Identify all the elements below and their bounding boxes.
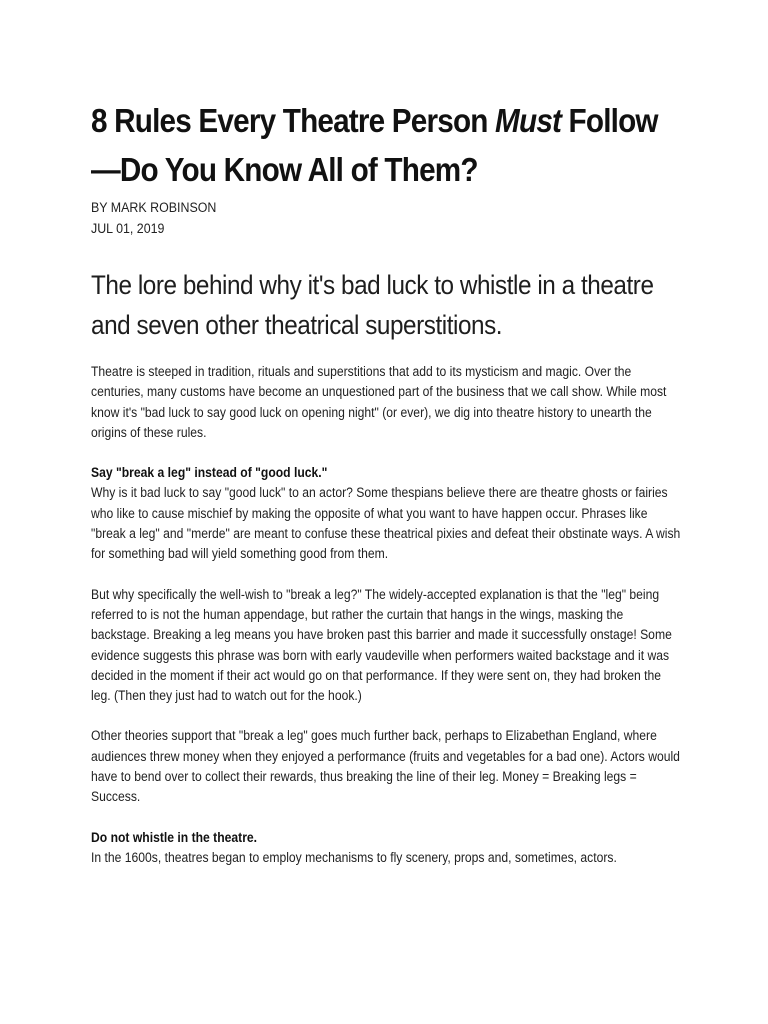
section-no-whistling [91, 828, 681, 869]
section-heading: Do not whistle in the theatre. [91, 829, 258, 845]
article-meta [91, 197, 661, 239]
section-paragraph: Other theories support that "break a leg" goes much further back, perhaps to Elizabethan England, where audiences threw money when they enjoyed a performance (fruits and vegetables for a bad one). Actors would have to bend over to collect their rewards, thus breaking the line of their leg. Money = Breaking legs = Success. [91, 728, 680, 805]
section-paragraph: Why is it bad luck to say "good luck" to an actor? Some thespians believe there are theatre ghosts or fairies who like to cause mischief by making the opposite of what you want to have happen occur. Phrases like "break a leg" and "merde" are meant to confuse these theatrical pixies and defeat their obstinate ways. A wish for something bad will yield something good from them. [91, 485, 681, 562]
publish-date: JUL 01, 2019 [91, 221, 165, 236]
byline: BY MARK ROBINSON [91, 200, 217, 215]
article-title [91, 96, 667, 194]
title-text-part1: 8 Rules Every Theatre Person [91, 102, 496, 139]
section-paragraph: But why specifically the well-wish to "break a leg?" The widely-accepted explanation is that the "leg" being referred to is not the human appendage, but rather the curtain that hangs in the wings, masking the backstage. Breaking a leg means you have broken past this barrier and made it successfully onstage! Some evidence suggests this phrase was born with early vaudeville when performers waited backstage and it was decided in the moment if their act would go on that performance. If they were sent on, they had broken the leg. (Then they just had to watch out for the hook.) [91, 586, 672, 704]
article [91, 96, 691, 888]
title-text-part2: Follow—Do You Know All of Them? [91, 102, 658, 188]
title-emphasis: Must [495, 102, 562, 139]
article-subtitle: The lore behind why it's bad luck to whistle in a theatre and seven other theatrical superstitions. [91, 270, 654, 340]
section-heading: Say "break a leg" instead of "good luck." [91, 465, 328, 481]
section-paragraph: In the 1600s, theatres began to employ mechanisms to fly scenery, props and, sometimes, actors. [91, 849, 617, 865]
article-body [91, 362, 681, 868]
section-break-a-leg [91, 463, 681, 807]
intro-paragraph: Theatre is steeped in tradition, rituals and superstitions that add to its mysticism and magic. Over the centuries, many customs have become an unquestioned part of the business that we call show. While most know it's "bad luck to say good luck on opening night" (or ever), we dig into theatre history to unearth the origins of these rules. [91, 364, 667, 440]
